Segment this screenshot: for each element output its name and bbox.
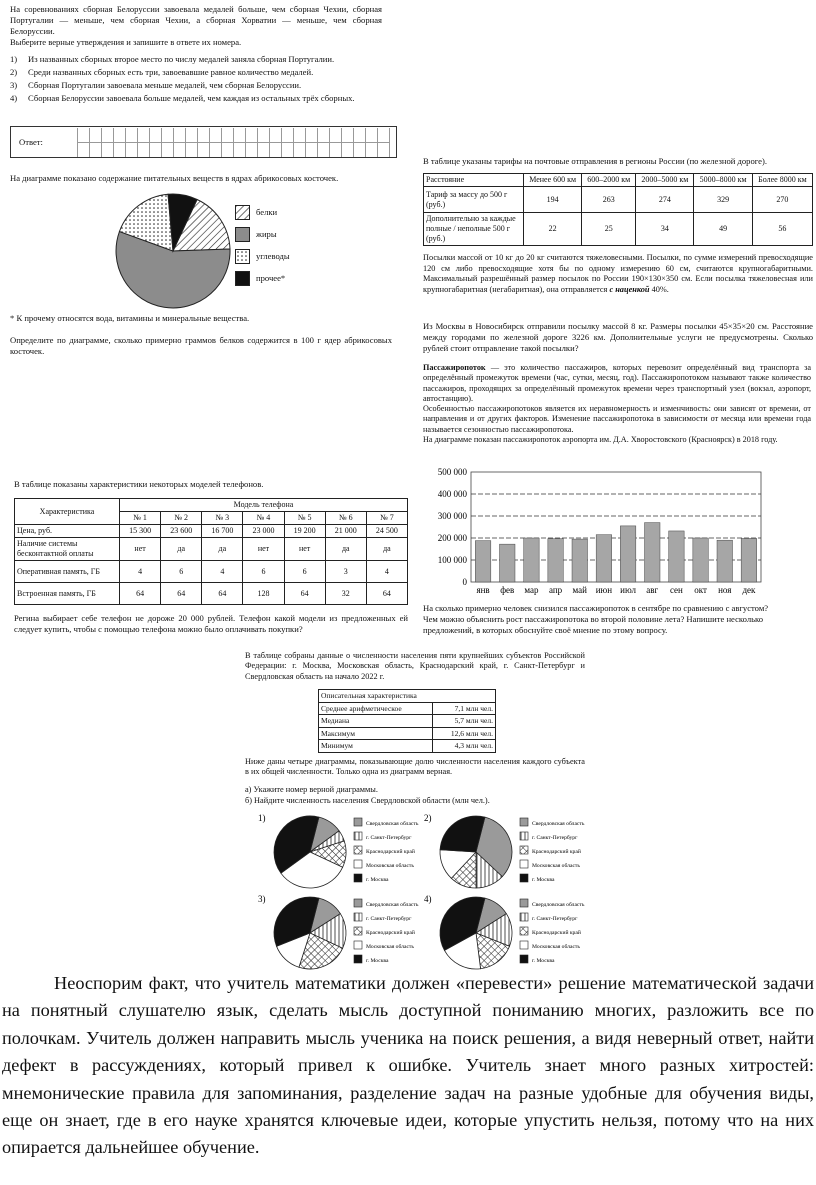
tariff-cell: 274 — [636, 187, 694, 213]
q1-option-number: 4) — [10, 93, 18, 103]
phones-row-label: Цена, руб. — [15, 525, 120, 538]
phones-model: № 6 — [325, 512, 366, 525]
population-cell: 7,1 млн чел. — [433, 702, 496, 715]
x-tick-label: фев — [500, 585, 515, 595]
phones-cell: 23 600 — [161, 525, 202, 538]
legend-swatch — [520, 832, 528, 840]
tariff-header: 5000–8000 км — [694, 174, 752, 187]
legend-label: Краснодарский край — [532, 930, 581, 936]
q4-definition: — это количество пассажиров, которых перевозит определённый вид транспорта за определённый промежуток времени (час, сутки, месяц, год). Пассажиропотоком называют также количество пассажиров, проходящих за определённый промежуток времени через транспортный узел (вокзал, аэропорт, автостанцию). — [423, 363, 812, 403]
tariff-cell: 329 — [694, 187, 752, 213]
x-tick-label: июл — [620, 585, 636, 595]
phones-cell: 15 300 — [120, 525, 161, 538]
question-medals — [10, 4, 382, 104]
legend-swatch — [520, 927, 528, 935]
q1-task: Выберите верные утверждения и запишите в ответе их номера. — [10, 37, 242, 47]
legend-swatch — [520, 899, 528, 907]
phones-cell: 6 — [161, 561, 202, 583]
legend-label: Свердловская область — [366, 821, 419, 827]
legend-label: Московская область — [366, 863, 414, 869]
population-pie-diagram — [258, 812, 428, 892]
legend-label: Свердловская область — [532, 902, 585, 908]
diagram-number: 3) — [258, 894, 266, 904]
q6-task-a: а) Укажите номер верной диаграммы. — [245, 785, 378, 794]
q3-text1-end: 40%. — [651, 284, 669, 294]
legend-label: г. Москва — [366, 958, 389, 964]
bar — [645, 523, 660, 582]
phones-cell: 23 000 — [243, 525, 284, 538]
legend-label: Московская область — [366, 944, 414, 950]
tariff-cell: 49 — [694, 213, 752, 246]
phones-cell: 64 — [284, 583, 325, 605]
legend-label: г. Санкт-Петербург — [366, 916, 412, 922]
x-tick-label: янв — [476, 585, 490, 595]
answer-label: Ответ: — [19, 136, 43, 147]
phones-cell: 4 — [366, 561, 407, 583]
phones-cell: 6 — [284, 561, 325, 583]
y-tick-label: 400 000 — [437, 489, 467, 499]
legend-swatch — [354, 941, 362, 949]
q1-option: Из названных сборных второе место по числу медалей заняла сборная Португалии. — [28, 54, 335, 64]
population-pie-diagram — [424, 893, 594, 973]
legend-label: г. Санкт-Петербург — [366, 835, 412, 841]
y-tick-label: 500 000 — [437, 467, 467, 477]
bar — [741, 538, 756, 582]
q1-option: Среди названных сборных есть три, завоевавшие равное количество медалей. — [28, 67, 314, 77]
phones-model: № 4 — [243, 512, 284, 525]
x-tick-label: авг — [646, 585, 659, 595]
q6-intro: В таблице собраны данные о численности населения пяти крупнейших субъектов Российской Федерации: г. Москва, Московская область, Краснодарский край, г. Санкт-Петербург и Свердловская область на начало 2022 г. — [245, 651, 585, 681]
legend-label: прочее* — [256, 273, 286, 283]
phones-cell: нет — [284, 538, 325, 561]
legend-swatch — [354, 874, 362, 882]
legend-label: г. Санкт-Петербург — [532, 916, 578, 922]
legend-label: Свердловская область — [532, 821, 585, 827]
legend-label: Краснодарский край — [366, 930, 415, 936]
tariff-header: Более 8000 км — [752, 174, 812, 187]
diagram-number: 2) — [424, 813, 432, 823]
phones-header-model: Модель телефона — [120, 499, 408, 512]
phones-cell: 19 200 — [284, 525, 325, 538]
legend-swatch — [520, 874, 528, 882]
phones-cell: 32 — [325, 583, 366, 605]
bar — [717, 540, 732, 582]
phones-cell: 4 — [202, 561, 243, 583]
tariff-header: Менее 600 км — [524, 174, 582, 187]
population-table-header: Описательная характеристика — [319, 690, 496, 703]
population-cell: 12,6 млн чел. — [433, 727, 496, 740]
x-tick-label: июн — [595, 585, 613, 595]
legend-swatch-zhiry — [235, 227, 250, 242]
q6-task-b: б) Найдите численность населения Свердловской области (млн чел.). — [245, 795, 490, 805]
phones-cell: 64 — [120, 583, 161, 605]
q1-intro: На соревнованиях сборная Белоруссии завоевала медалей больше, чем сборная Чехии, сборная Португалии — меньше, чем сборная Чехии, а сборная Хорватии — меньше, чем сборная Белоруссии. — [10, 4, 382, 36]
legend-label: Московская область — [532, 863, 580, 869]
legend-swatch-uglevody — [235, 249, 250, 264]
q3-intro: В таблице указаны тарифы на почтовые отправления в регионы России (по железной дороге). — [423, 156, 767, 166]
phones-cell: 64 — [366, 583, 407, 605]
legend-swatch-belki — [235, 205, 250, 220]
phones-cell: 6 — [243, 561, 284, 583]
tariff-cell: 34 — [636, 213, 694, 246]
q5-intro: В таблице показаны характеристики некоторых моделей телефонов. — [14, 479, 264, 489]
population-table — [318, 689, 496, 753]
phones-model: № 2 — [161, 512, 202, 525]
phones-cell: 4 — [120, 561, 161, 583]
q4-text2: Особенностью пассажиропотоков является их неравномерность и изменчивость: они зависят от времени, от направления и от других факторов. Изменение пассажиропотока в зависимости от месяца или времени года называется сезонностью пассажиропотока. — [423, 404, 811, 434]
diagram-number: 4) — [424, 894, 432, 904]
phones-row-label: Наличие системы бесконтактной оплаты — [15, 538, 120, 561]
tariff-row-label: Тариф за массу до 500 г (руб.) — [424, 187, 524, 213]
tariff-cell: 194 — [524, 187, 582, 213]
q3-text1 — [423, 253, 813, 295]
population-pie-diagram — [258, 893, 428, 973]
q2-intro: На диаграмме показано содержание питательных веществ в ядрах абрикосовых косточек. — [10, 173, 339, 183]
tariff-row-label: Дополнительно за каждые полные / неполные 500 г (руб.) — [424, 213, 524, 246]
legend-label: белки — [256, 207, 278, 217]
phones-header-char: Характеристика — [15, 499, 120, 525]
phones-table — [14, 498, 408, 605]
answer-box[interactable] — [10, 126, 397, 158]
diagram-number: 1) — [258, 813, 266, 823]
phones-model: № 1 — [120, 512, 161, 525]
q6-text: Ниже даны четыре диаграммы, показывающие долю численности населения каждого субъекта в их общей численности. Только одна из диаграмм верная. — [245, 757, 585, 777]
x-tick-label: апр — [548, 585, 563, 595]
phones-row-label: Встроенная память, ГБ — [15, 583, 120, 605]
passenger-flow-chart — [423, 464, 768, 599]
legend-swatch — [354, 846, 362, 854]
phones-cell: нет — [243, 538, 284, 561]
tariff-table — [423, 173, 813, 246]
phones-row-label: Оперативная память, ГБ — [15, 561, 120, 583]
tariff-header: 2000–5000 км — [636, 174, 694, 187]
q1-option-number: 2) — [10, 67, 18, 77]
tariff-header: 600–2000 км — [582, 174, 636, 187]
q3-text2: Из Москвы в Новосибирск отправили посылку массой 8 кг. Размеры посылки 45×35×20 см. Расстояние между городами по железной дороге 3226 км. Дополнительные услуги не предусмотрены. Сколько рублей стоит отправление такой посылки? — [423, 321, 813, 353]
q1-option-number: 3) — [10, 80, 18, 90]
legend-label: Московская область — [532, 944, 580, 950]
legend-label: г. Москва — [532, 877, 555, 883]
phones-cell: 3 — [325, 561, 366, 583]
phones-cell: да — [202, 538, 243, 561]
bar — [693, 538, 708, 582]
bar — [596, 535, 611, 582]
legend-swatch — [520, 913, 528, 921]
population-row-label: Среднее арифметическое — [319, 702, 433, 715]
legend-swatch — [354, 955, 362, 963]
legend-swatch — [520, 818, 528, 826]
q4-term: Пассажиропоток — [423, 363, 486, 372]
y-tick-label: 100 000 — [437, 555, 467, 565]
q4-text3: На диаграмме показан пассажиропоток аэропорта им. Д.А. Хворостовского (Красноярск) в 2018 году. — [423, 435, 778, 445]
legend-label: жиры — [256, 229, 277, 239]
legend-label: Свердловская область — [366, 902, 419, 908]
phones-cell: да — [161, 538, 202, 561]
legend-swatch — [520, 941, 528, 949]
legend-swatch — [354, 818, 362, 826]
legend-swatch — [520, 846, 528, 854]
q1-option: Сборная Португалии завоевала меньше медалей, чем сборная Белоруссии. — [28, 80, 302, 90]
phones-model: № 7 — [366, 512, 407, 525]
tariff-header: Расстояние — [424, 174, 524, 187]
bar — [572, 539, 587, 582]
phones-cell: 128 — [243, 583, 284, 605]
x-tick-label: май — [572, 585, 587, 595]
bar — [669, 531, 684, 582]
phones-cell: нет — [120, 538, 161, 561]
legend-swatch — [354, 899, 362, 907]
phones-cell: 64 — [202, 583, 243, 605]
tariff-cell: 56 — [752, 213, 812, 246]
phones-cell: 21 000 — [325, 525, 366, 538]
legend-swatch — [354, 927, 362, 935]
phones-cell: 16 700 — [202, 525, 243, 538]
q3-text1-main: Посылки массой от 10 кг до 20 кг считаются тяжеловесными. Посылки, по сумме измерений превосходящие 120 см либо превосходящие хотя бы по одному измерению 60 см, считаются крупногабаритными. Максимальный разрешённый размер посылок по России 190×130×350 см. Если посылка тяжеловесная или крупногабаритная (негабаритная), она отправляется — [423, 253, 813, 294]
x-tick-label: сен — [669, 585, 683, 595]
main-paragraph: Неоспорим факт, что учитель математики должен «перевести» решение математической задачи на понятный слушателю язык, сделать мысль доступной пониманию многих, разложить все по полочкам. Учитель должен направить мысль ученика на поиск решения, а видя неверный ответ, найти дефект в рассуждениях, который привел к ошибке. Учитель знает много разных хитростей: мнемонические правила для запоминания, разделение задач на разные удобные для обучения виды, еще он знает, где в его науке хранятся ключевые идеи, которые упустить нельзя, потому что на них опирается дальнейшее обучение. — [2, 973, 814, 1158]
tariff-cell: 25 — [582, 213, 636, 246]
legend-swatch — [354, 832, 362, 840]
bar — [475, 541, 490, 582]
q5-task: Регина выбирает себе телефон не дороже 20 000 рублей. Телефон какой модели из предложенных ей следует купить, чтобы с помощью телефона можно было оплачивать покупки? — [14, 613, 408, 634]
legend-swatch — [520, 955, 528, 963]
legend-label: г. Санкт-Петербург — [532, 835, 578, 841]
q1-option-number: 1) — [10, 54, 18, 64]
nutrient-pie-chart — [112, 190, 234, 312]
q4-question-2: Чем можно объяснить рост пассажиропотока во второй половине лета? Напишите несколько предложений, в которых обоснуйте своё мнение по этому вопросу. — [423, 614, 764, 635]
q4-question-1: На сколько примерно человек снизился пассажиропоток в сентябре по сравнению с августом? — [423, 603, 769, 613]
tariff-cell: 270 — [752, 187, 812, 213]
q2-footnote: * К прочему относятся вода, витамины и минеральные вещества. — [10, 313, 250, 323]
q6-tasks — [245, 785, 585, 806]
legend-label: углеводы — [256, 251, 290, 261]
population-row-label: Максимум — [319, 727, 433, 740]
q4-text — [423, 363, 811, 445]
population-cell: 4,3 млн чел. — [433, 740, 496, 753]
x-tick-label: окт — [694, 585, 707, 595]
q4-question — [423, 603, 813, 636]
q3-text1-bold: с наценкой — [609, 284, 650, 294]
q2-task: Определите по диаграмме, сколько примерно граммов белков содержится в 100 г ядер абрикосовых косточек. — [10, 335, 392, 356]
phones-model: № 5 — [284, 512, 325, 525]
phones-model: № 3 — [202, 512, 243, 525]
population-cell: 5,7 млн чел. — [433, 715, 496, 728]
bar — [620, 526, 635, 582]
legend-swatch-prochee — [235, 271, 250, 286]
legend-swatch — [354, 860, 362, 868]
tariff-cell: 263 — [582, 187, 636, 213]
phones-cell: да — [366, 538, 407, 561]
q1-option: Сборная Белоруссии завоевала больше медалей, чем каждая из остальных трёх сборных. — [28, 93, 355, 103]
phones-cell: 24 500 — [366, 525, 407, 538]
nutrient-legend — [235, 205, 290, 293]
bar — [548, 539, 563, 582]
y-tick-label: 200 000 — [437, 533, 467, 543]
legend-swatch — [520, 860, 528, 868]
population-row-label: Медиана — [319, 715, 433, 728]
bar — [524, 538, 539, 582]
bar — [500, 544, 515, 582]
x-tick-label: мар — [524, 585, 539, 595]
y-tick-label: 0 — [462, 577, 467, 587]
population-pie-diagram — [424, 812, 594, 892]
x-tick-label: дек — [742, 585, 756, 595]
legend-label: г. Москва — [532, 958, 555, 964]
phones-cell: 64 — [161, 583, 202, 605]
population-row-label: Минимум — [319, 740, 433, 753]
legend-label: Краснодарский край — [366, 849, 415, 855]
legend-label: Краснодарский край — [532, 849, 581, 855]
legend-swatch — [354, 913, 362, 921]
y-tick-label: 300 000 — [437, 511, 467, 521]
tariff-cell: 22 — [524, 213, 582, 246]
legend-label: г. Москва — [366, 877, 389, 883]
phones-cell: да — [325, 538, 366, 561]
x-tick-label: ноя — [718, 585, 732, 595]
answer-grid[interactable] — [77, 128, 390, 157]
